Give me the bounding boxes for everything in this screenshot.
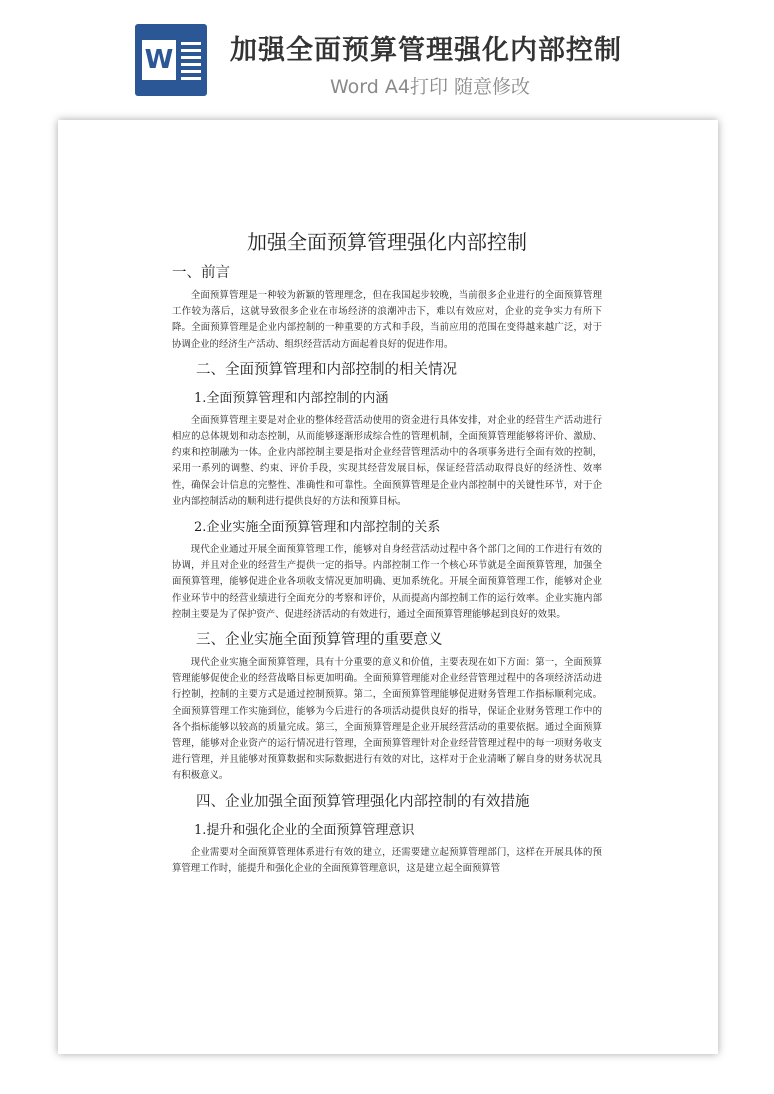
- paragraph: 企业需要对全面预算管理体系进行有效的建立，还需要建立起预算管理部门，这样在开展具体的预算管理工作时，能提升和强化企业的全面预算管理意识，这是建立起全面预算管: [172, 846, 602, 874]
- banner-subtitle: Word A4打印 随意修改: [329, 76, 530, 98]
- word-letter: W: [142, 40, 176, 80]
- subsection-heading-awareness: 1.提升和强化企业的全面预算管理意识: [194, 822, 415, 838]
- word-document-icon: [135, 24, 207, 96]
- paragraph: 现代企业实施全面预算管理，具有十分重要的意义和价值，主要表现在如下方面：第一，全面预算管理能够促使企业的经营战略目标更加明确。全面预算管理能对企业经营管理过程中的各项经济活动进行控制，控制的主要方式是通过控制预算。第二，全面预算管理能够促进财务管理工作指标顺利完成。全面预算管理工作实施到位，能够为今后进行的各项活动提供良好的指导，保证企业财务管理工作中的各个指标能够以较高的质量完成。第三，全面预算管理是企业开展经营活动的重要依据。通过全面预算管理，能够对企业资产的运行情况进行管理，全面预算管理针对企业经营管理过程中的每一项财务收支进行管理，并且能够对预算数据和实际数据进行有效的对比，这样对于企业清晰了解自身的财务状况具有积极意义。: [172, 657, 602, 782]
- paragraph: 现代企业通过开展全面预算管理工作，能够对自身经营活动过程中各个部门之间的工作进行有效的协调，并且对企业的经营生产提供一定的指导。内部控制工作一个核心环节就是全面预算管理，加强全面预算管理，能够促进企业各项收支情况更加明确、更加系统化。开展全面预算管理工作，能够对企业作业环节中的经营业绩进行全面充分的考察和评价，从而提高内部控制工作的运行效率。企业实施内部控制主要是为了保护资产、促进经济活动的有效进行，通过全面预算管理能够起到良好的效果。: [172, 544, 602, 620]
- paragraph: 全面预算管理主要是对企业的整体经营活动使用的资金进行具体安排，对企业的经营生产活动进行相应的总体规划和动态控制，从而能够逐渐形成综合性的管理机制，全面预算管理能够将评价、激励、约束和控制融为一体。企业内部控制主要是指对企业经营管理活动中的各项事务进行全面有效的控制，采用一系列的调整、约束、评价手段，实现其经营发展目标，保证经营活动取得良好的经济性、效率性，确保会计信息的完整性、准确性和可靠性。全面预算管理是企业内部控制中的关键性环节，对于企业内部控制活动的顺利进行提供良好的方法和预算目标。: [172, 414, 602, 507]
- section-heading-relations: 二、全面预算管理和内部控制的相关情况: [196, 361, 457, 378]
- document-title: 加强全面预算管理强化内部控制: [247, 230, 527, 254]
- document-lines-icon: [181, 42, 201, 84]
- section-heading-preface: 一、前言: [172, 265, 230, 281]
- subsection-heading-relationship: 2.企业实施全面预算管理和内部控制的关系: [194, 520, 441, 536]
- banner-title: 加强全面预算管理强化内部控制: [230, 35, 622, 66]
- document-body: [172, 228, 602, 879]
- subsection-heading-connotation: 1.全面预算管理和内部控制的内涵: [194, 390, 389, 406]
- section-heading-measures: 四、企业加强全面预算管理强化内部控制的有效措施: [196, 793, 530, 810]
- section-heading-significance: 三、企业实施全面预算管理的重要意义: [196, 632, 443, 649]
- paragraph: 全面预算管理是一种较为新颖的管理理念，但在我国起步较晚，当前很多企业进行的全面预算管理工作较为落后，这就导致很多企业在市场经济的浪潮冲击下，难以有效应对，企业的竞争实力有所下降。全面预算管理是企业内部控制的一种重要的方式和手段，当前应用的范围在变得越来越广泛，对于协调企业的经济生产活动、组织经营活动方面起着良好的促进作用。: [172, 290, 602, 350]
- document-page: [58, 120, 718, 1054]
- header-banner: [0, 0, 774, 118]
